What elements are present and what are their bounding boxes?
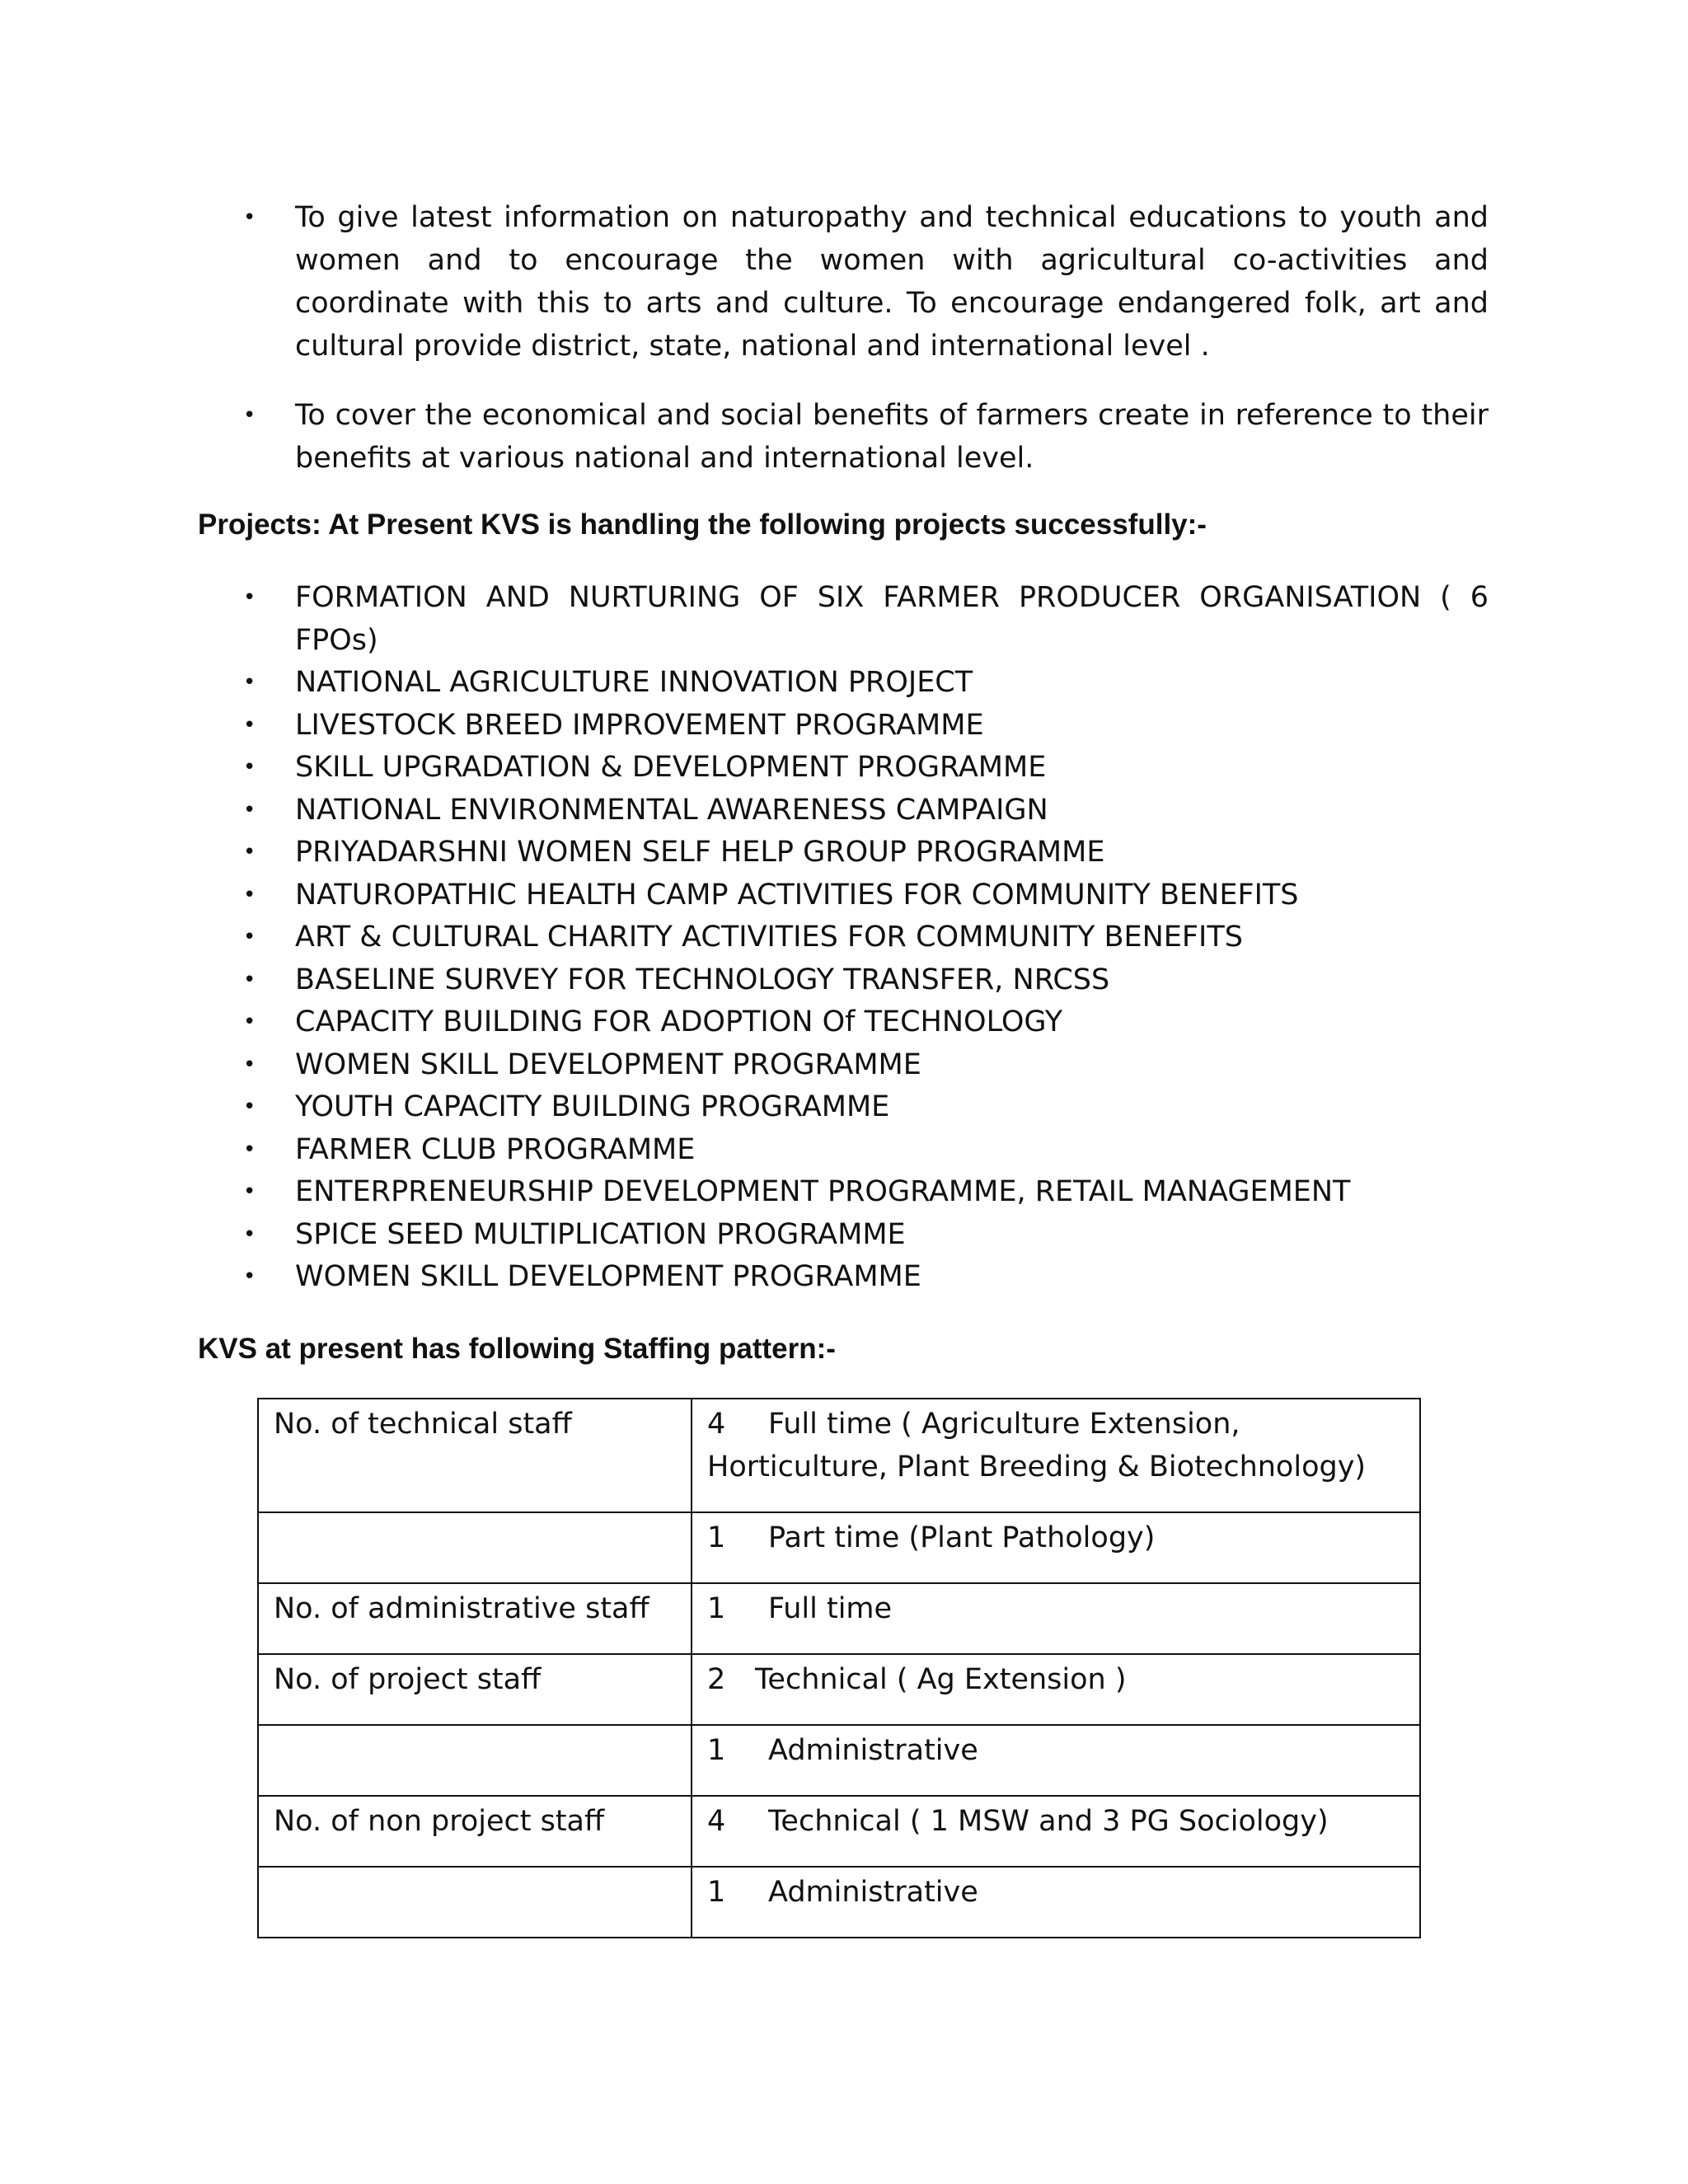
intro-bullet-list (239, 196, 1489, 506)
intro-bullet-item: • To cover the economical and social benefits of farmers create in reference to their benefits at various national and international level. (239, 394, 1489, 480)
staff-detail: Technical ( 1 MSW and 3 PG Sociology) (768, 1805, 1329, 1838)
bullet-icon: • (243, 1264, 256, 1289)
staff-category-cell (258, 1512, 692, 1583)
staff-detail-cell (692, 1399, 1420, 1512)
staff-category-cell: No. of non project staff (258, 1796, 692, 1867)
bullet-icon: • (243, 205, 256, 230)
bullet-icon: • (243, 1010, 256, 1034)
project-item: • ART & CULTURAL CHARITY ACTIVITIES FOR COMMUNITY BENEFITS (239, 916, 1489, 959)
staff-count: 4 (707, 1408, 726, 1441)
bullet-icon: • (243, 797, 256, 823)
staff-detail: Part time (Plant Pathology) (768, 1521, 1156, 1554)
bullet-icon: • (243, 1179, 256, 1204)
intro-bullet-item: • To give latest information on naturopathy and technical educations to youth and women and to encourage the women with agricultural co-activities and coordinate with this to arts and culture. To encourage endangered folk, art and cultural provide district, state, national and international level . (239, 196, 1489, 368)
project-item: • WOMEN SKILL DEVELOPMENT PROGRAMME (239, 1256, 1489, 1299)
projects-list (239, 577, 1489, 1299)
staff-detail: Technical ( Ag Extension ) (755, 1663, 1127, 1696)
project-item: • LIVESTOCK BREED IMPROVEMENT PROGRAMME (239, 705, 1489, 748)
project-item: • NATIONAL ENVIRONMENTAL AWARENESS CAMPAIGN (239, 790, 1489, 832)
project-item: • FORMATION AND NURTURING OF SIX FARMER PRODUCER ORGANISATION ( 6 FPOs) (239, 577, 1489, 662)
bullet-icon: • (243, 925, 256, 949)
staff-count: 1 (707, 1592, 726, 1625)
staffing-table (257, 1398, 1421, 1938)
bullet-icon: • (243, 755, 256, 780)
bullet-icon: • (243, 967, 256, 992)
table-row (258, 1796, 1420, 1867)
staff-detail-cell (692, 1867, 1420, 1938)
table-row (258, 1867, 1420, 1938)
bullet-icon: • (243, 1137, 256, 1162)
project-item: • SKILL UPGRADATION & DEVELOPMENT PROGRAMME (239, 747, 1489, 790)
staff-count: 1 (707, 1734, 726, 1767)
project-item: • PRIYADARSHNI WOMEN SELF HELP GROUP PROGRAMME (239, 832, 1489, 874)
project-item: • YOUTH CAPACITY BUILDING PROGRAMME (239, 1086, 1489, 1129)
staff-category-cell: No. of administrative staff (258, 1583, 692, 1654)
table-row (258, 1583, 1420, 1654)
project-item: • ENTERPRENEURSHIP DEVELOPMENT PROGRAMME, RETAIL MANAGEMENT (239, 1171, 1489, 1214)
project-item: • BASELINE SURVEY FOR TECHNOLOGY TRANSFER, NRCSS (239, 959, 1489, 1002)
project-item: • NATUROPATHIC HEALTH CAMP ACTIVITIES FOR COMMUNITY BENEFITS (239, 874, 1489, 917)
staff-detail-cell (692, 1583, 1420, 1654)
staff-detail-cell (692, 1796, 1420, 1867)
bullet-icon: • (243, 1221, 256, 1247)
projects-heading: Projects: At Present KVS is handling the following projects successfully:- (198, 509, 1207, 541)
staff-category-cell: No. of project staff (258, 1654, 692, 1725)
staffing-heading: KVS at present has following Staffing pattern:- (198, 1333, 836, 1365)
staff-detail: Administrative (768, 1876, 978, 1909)
staff-detail: Full time (768, 1592, 893, 1625)
table-row (258, 1654, 1420, 1725)
staff-category-cell (258, 1867, 692, 1938)
bullet-icon: • (243, 712, 256, 738)
staff-detail-cell (692, 1512, 1420, 1583)
bullet-icon: • (243, 840, 256, 865)
project-item: • SPICE SEED MULTIPLICATION PROGRAMME (239, 1214, 1489, 1257)
bullet-icon: • (243, 585, 256, 610)
bullet-icon: • (243, 1094, 256, 1119)
staff-detail: Full time ( Agriculture Extension, Horticulture, Plant Breeding & Biotechnology) (707, 1408, 1367, 1483)
bullet-icon: • (243, 670, 256, 695)
bullet-icon: • (243, 882, 256, 907)
staff-count: 4 (707, 1805, 726, 1838)
staff-count: 1 (707, 1876, 726, 1909)
bullet-icon: • (243, 1052, 256, 1077)
bullet-icon: • (243, 403, 256, 428)
staff-detail-cell (692, 1725, 1420, 1796)
project-item: • FARMER CLUB PROGRAMME (239, 1129, 1489, 1172)
table-row (258, 1725, 1420, 1796)
staff-detail: Administrative (768, 1734, 978, 1767)
table-row (258, 1399, 1420, 1512)
staff-count: 1 (707, 1521, 726, 1554)
staff-count: 2 (707, 1663, 726, 1696)
project-item: • CAPACITY BUILDING FOR ADOPTION Of TECHNOLOGY (239, 1001, 1489, 1044)
staff-detail-cell (692, 1654, 1420, 1725)
staff-category-cell: No. of technical staff (258, 1399, 692, 1512)
project-item: • NATIONAL AGRICULTURE INNOVATION PROJECT (239, 662, 1489, 705)
table-row (258, 1512, 1420, 1583)
staff-category-cell (258, 1725, 692, 1796)
project-item: • WOMEN SKILL DEVELOPMENT PROGRAMME (239, 1044, 1489, 1087)
